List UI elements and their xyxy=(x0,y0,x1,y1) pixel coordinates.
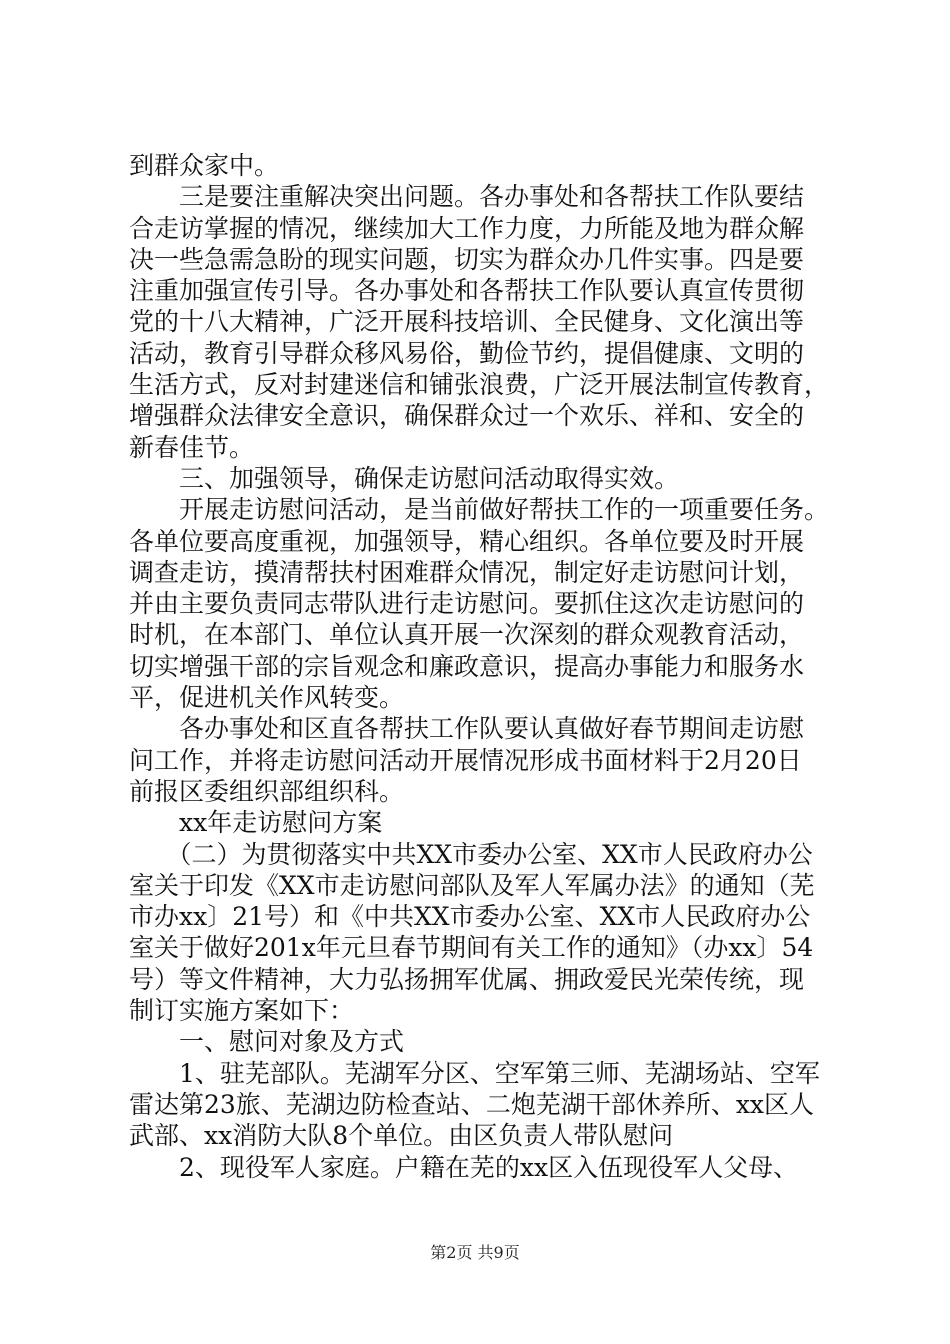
text-line: 室关于印发《XX市走访慰问部队及军人军属办法》的通知（芜 xyxy=(129,870,815,900)
text-line: 2、现役军人家庭。户籍在芜的xx区入伍现役军人父母、 xyxy=(129,1152,799,1182)
text-line: 市办xx〕21号）和《中共XX市委办公室、XX市人民政府办公 xyxy=(129,902,811,932)
text-line: 室关于做好201x年元旦春节期间有关工作的通知》（办xx〕54 xyxy=(129,933,814,963)
text-line: 制订实施方案如下： xyxy=(129,996,355,1026)
text-line: xx年走访慰问方案 xyxy=(129,808,383,838)
text-line: 雷达第23旅、芜湖边防检查站、二炮芜湖干部休养所、xx区人 xyxy=(129,1089,815,1119)
text-line: 武部、xx消防大队8个单位。由区负责人带队慰问 xyxy=(129,1121,674,1151)
text-line: 到群众家中。 xyxy=(129,151,280,180)
page-footer: 第2页 共9页 xyxy=(430,1243,520,1262)
text-line: 号）等文件精神，大力弘扬拥军优属、拥政爱民光荣传统，现 xyxy=(129,964,805,994)
text-line: 注重加强宣传引导。各办事处和各帮扶工作队要认真宣传贯彻 xyxy=(129,276,805,306)
text-line: 党的十八大精神，广泛开展科技培训、全民健身、文化演出等 xyxy=(129,307,805,337)
text-line: 活动，教育引导群众移风易俗，勤俭节约，提倡健康、文明的 xyxy=(129,338,805,368)
text-line: 三、加强领导，确保走访慰问活动取得实效。 xyxy=(129,463,680,493)
text-line: 三是要注重解决突出问题。各办事处和各帮扶工作队要结 xyxy=(129,182,805,212)
text-line: 一、慰问对象及方式 xyxy=(129,1027,405,1057)
text-line: 时机，在本部门、单位认真开展一次深刻的群众观教育活动， xyxy=(129,620,805,650)
text-line: 增强群众法律安全意识，确保群众过一个欢乐、祥和、安全的 xyxy=(129,401,805,431)
text-line: 新春佳节。 xyxy=(129,432,255,462)
text-line: 合走访掌握的情况，继续加大工作力度，力所能及地为群众解 xyxy=(129,213,805,243)
text-line: 问工作，并将走访慰问活动开展情况形成书面材料于2月20日 xyxy=(129,745,802,775)
text-line: 生活方式，反对封建迷信和铺张浪费，广泛开展法制宣传教育， xyxy=(129,370,830,400)
text-line: 各单位要高度重视，加强领导，精心组织。各单位要及时开展 xyxy=(129,526,805,556)
text-line: 调查走访，摸清帮扶村困难群众情况，制定好走访慰问计划， xyxy=(129,557,805,587)
text-line: 并由主要负责同志带队进行走访慰问。要抓住这次走访慰问的 xyxy=(129,589,805,619)
text-line: 切实增强干部的宗旨观念和廉政意识，提高办事能力和服务水 xyxy=(129,651,805,681)
text-line: 平，促进机关作风转变。 xyxy=(129,683,405,713)
text-line: 前报区委组织部组织科。 xyxy=(129,776,405,806)
text-line: 各办事处和区直各帮扶工作队要认真做好春节期间走访慰 xyxy=(129,714,805,744)
text-line: 1、驻芜部队。芜湖军分区、空军第三师、芜湖场站、空军 xyxy=(129,1058,820,1088)
text-line: 决一些急需急盼的现实问题，切实为群众办几件实事。四是要 xyxy=(129,244,805,274)
text-line: （二）为贯彻落实中共XX市委办公室、XX市人民政府办公 xyxy=(129,839,813,869)
text-line: 开展走访慰问活动，是当前做好帮扶工作的一项重要任务。 xyxy=(129,495,830,525)
document-body xyxy=(129,150,829,1183)
